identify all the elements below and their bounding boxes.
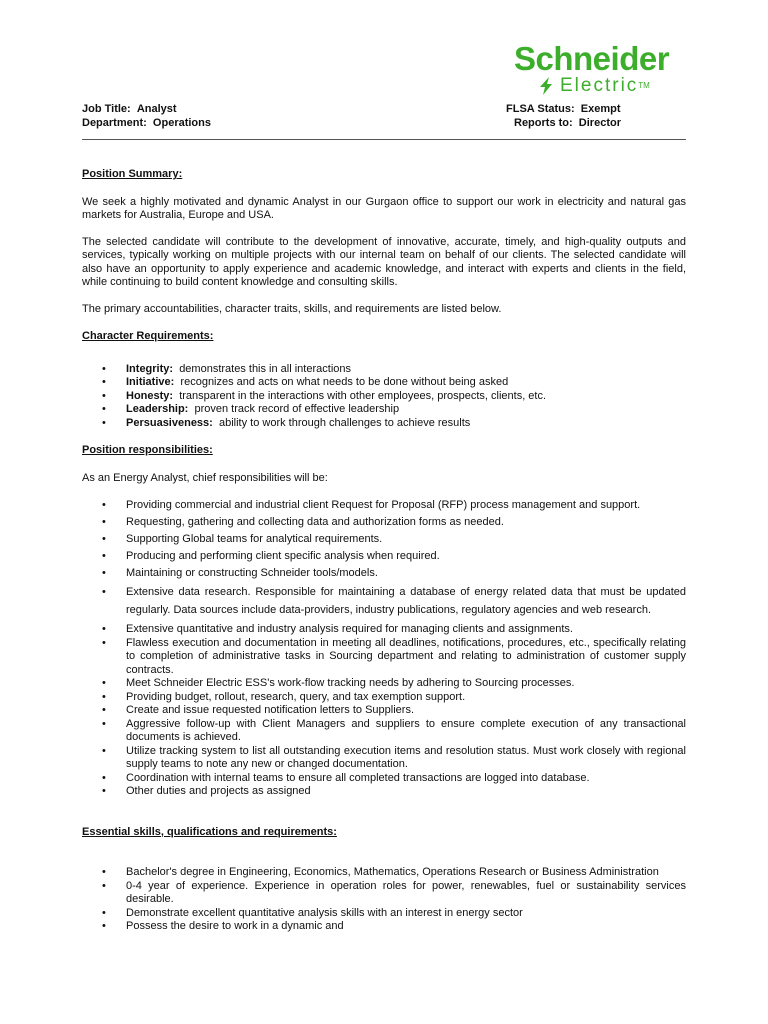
list-item: • Providing commercial and industrial client Request for Proposal (RFP) process management and support. <box>82 499 686 513</box>
list-item: • Extensive quantitative and industry analysis required for managing clients and assignments. <box>82 623 686 637</box>
list-item: • Meet Schneider Electric ESS's work-flow tracking needs by adhering to Sourcing processes. <box>82 677 686 691</box>
list-item: • Leadership: proven track record of effective leadership <box>82 403 686 417</box>
list-item: • Providing budget, rollout, research, query, and tax exemption support. <box>82 691 686 705</box>
list-item: • Persuasiveness: ability to work through challenges to achieve results <box>82 417 686 431</box>
lightning-arrow-icon <box>536 76 556 96</box>
list-item: • Requesting, gathering and collecting data and authorization forms as needed. <box>82 516 686 530</box>
list-item: • Create and issue requested notification letters to Suppliers. <box>82 704 686 718</box>
list-item: • Producing and performing client specific analysis when required. <box>82 550 686 564</box>
header-divider <box>82 139 686 140</box>
schneider-electric-logo <box>514 42 690 100</box>
flsa-status-value: Exempt <box>580 103 621 115</box>
logo-trademark: TM <box>638 81 650 90</box>
list-item: • Coordination with internal teams to ensure all completed transactions are logged into database. <box>82 772 686 786</box>
reports-to-value: Director <box>578 117 621 129</box>
list-item: • Maintaining or constructing Schneider tools/models. <box>82 567 686 581</box>
list-item: • Possess the desire to work in a dynamic and <box>82 920 686 934</box>
logo-wordmark-schneider: Schneider <box>514 40 670 77</box>
reports-to-line: Reports to: Director <box>514 117 621 129</box>
list-item: • Utilize tracking system to list all outstanding execution items and resolution status. Must work closely with regional supply teams to note any new or changed documentation. <box>82 745 686 772</box>
summary-paragraph-3: The primary accountabilities, character traits, skills, and requirements are listed below. <box>82 302 502 315</box>
summary-paragraph-1: We seek a highly motivated and dynamic Analyst in our Gurgaon office to support our work in electricity and natural gas markets for Australia, Europe and USA. <box>82 195 686 221</box>
character-requirements-heading: Character Requirements: <box>82 330 214 342</box>
essential-skills-heading: Essential skills, qualifications and requirements: <box>82 825 337 838</box>
list-item: • Initiative: recognizes and acts on what needs to be done without being asked <box>82 376 686 390</box>
department-line: Department: Operations <box>82 117 211 129</box>
list-item: • Extensive data research. Responsible for maintaining a database of energy related data that must be updated regularly. Data sources include data-providers, industry publications, regulatory agencies and web research. <box>82 584 686 619</box>
list-item: • Integrity: demonstrates this in all interactions <box>82 363 686 377</box>
list-item: • Bachelor's degree in Engineering, Economics, Mathematics, Operations Research or Business Administration <box>82 866 686 880</box>
responsibilities-list <box>82 499 686 799</box>
document-body <box>82 168 686 934</box>
position-summary-heading: Position Summary: <box>82 168 183 180</box>
job-title-line: Job Title: Analyst <box>82 103 177 115</box>
list-item: • Flawless execution and documentation in meeting all deadlines, notifications, procedures, etc., specifically relating to completion of administrative tasks in Sourcing department and relating to administration of customer supply contracts. <box>82 637 686 678</box>
department-value: Operations <box>152 117 211 129</box>
character-requirements-list <box>82 363 686 431</box>
list-item: • Demonstrate excellent quantitative analysis skills with an interest in energy sector <box>82 907 686 921</box>
list-item: • Aggressive follow-up with Client Managers and suppliers to ensure complete execution of any transactional documents is achieved. <box>82 718 686 745</box>
list-item: • Supporting Global teams for analytical requirements. <box>82 533 686 547</box>
essential-skills-list <box>82 866 686 934</box>
list-item: • Honesty: transparent in the interactions with other employees, prospects, clients, etc. <box>82 390 686 404</box>
job-title-value: Analyst <box>136 103 177 115</box>
summary-paragraph-2: The selected candidate will contribute to the development of innovative, accurate, timely, and high-quality outputs and services, typically working on multiple projects with our internal team on behalf of our clients. The selected candidate will also have an opportunity to apply experience and academic knowledge, and interact with experts and clients in the field, while continuing to build content knowledge and consulting skills. <box>82 235 686 288</box>
position-responsibilities-heading: Position responsibilities: <box>82 444 213 456</box>
list-item: • Other duties and projects as assigned <box>82 785 686 799</box>
logo-wordmark-electric: Electric™ <box>560 75 650 96</box>
responsibilities-intro: As an Energy Analyst, chief responsibilities will be: <box>82 471 328 484</box>
list-item: • 0-4 year of experience. Experience in operation roles for power, renewables, fuel or sustainability services desirable. <box>82 880 686 907</box>
flsa-status-line: FLSA Status: Exempt <box>506 103 621 115</box>
